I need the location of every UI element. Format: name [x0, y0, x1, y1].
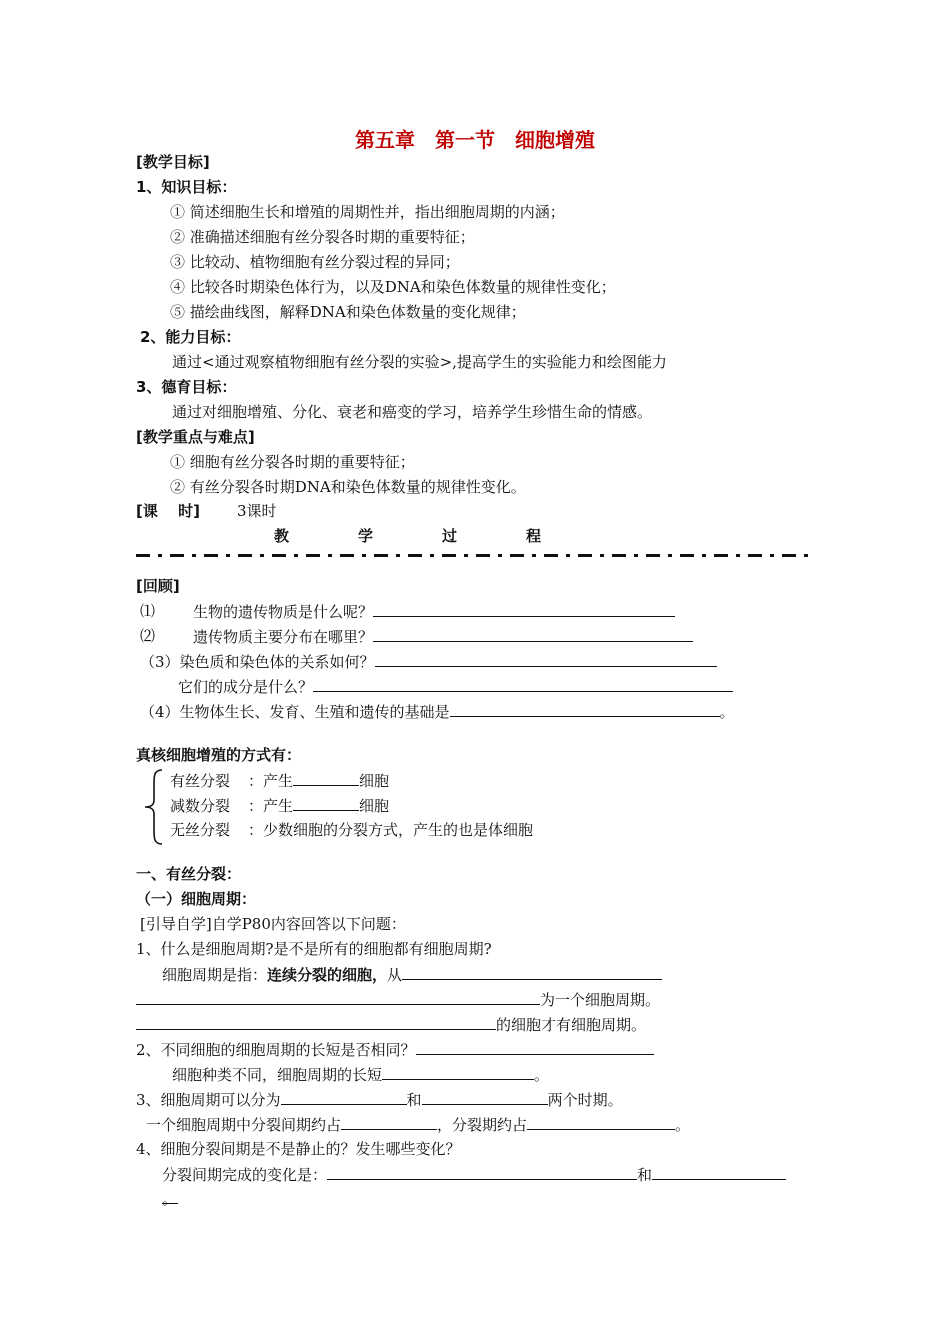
review-q3: （3）染色质和染色体的关系如何？ [140, 651, 717, 672]
mode-item-meiosis: 减数分裂 ：产生 细胞 [170, 797, 390, 815]
section1-heading: 一、有丝分裂： [136, 865, 242, 883]
answer-blank[interactable] [416, 1039, 654, 1055]
review-q4: （4）生物体生长、发育、生殖和遗传的基础是 。 [140, 703, 735, 721]
question-1-answer-line2: 为一个细胞周期。 [136, 989, 660, 1010]
key-point-item: ① 细胞有丝分裂各时期的重要特征； [170, 453, 415, 471]
key-point-item: ② 有丝分裂各时期DNA和染色体数量的规律性变化。 [170, 478, 526, 496]
key-points-heading: [教学重点与难点] [136, 428, 255, 446]
answer-blank[interactable] [527, 1114, 675, 1130]
process-char: 程 [526, 527, 542, 545]
mode-item-amitosis: 无丝分裂 ：少数细胞的分裂方式，产生的也是体细胞 [170, 821, 534, 839]
question-4: 4、细胞分裂间期是不是静止的？发生哪些变化？ [136, 1140, 461, 1158]
class-hours-value: 3课时 [237, 502, 277, 520]
knowledge-item: ③ 比较动、植物细胞有丝分裂过程的异同； [170, 253, 460, 271]
question-2-answer: 细胞种类不同，细胞周期的长短 。 [172, 1066, 550, 1084]
process-char: 学 [358, 527, 374, 545]
answer-blank[interactable] [373, 626, 693, 642]
page-title: 第五章 第一节 细胞增殖 [355, 128, 595, 152]
review-q1-number: ⑴ [140, 602, 156, 620]
answer-blank[interactable] [375, 651, 717, 667]
ability-text: 通过<通过观察植物细胞有丝分裂的实验>,提高学生的实验能力和绘图能力 [172, 353, 667, 371]
question-3: 3、细胞周期可以分为 和 两个时期。 [136, 1091, 623, 1109]
mode-item-mitosis: 有丝分裂 ：产生 细胞 [170, 772, 390, 790]
class-hours-label: [课 时] [136, 502, 200, 520]
answer-blank[interactable] [402, 964, 662, 980]
question-3-detail: 一个细胞周期中分裂间期约占 ，分裂期约占 。 [146, 1116, 691, 1134]
answer-blank[interactable] [136, 1014, 496, 1030]
answer-blank[interactable] [341, 1114, 437, 1130]
review-q2: 遗传物质主要分布在哪里？ [193, 626, 693, 647]
answer-blank[interactable] [313, 676, 733, 692]
guide-text: [引导自学]自学P80内容回答以下问题： [140, 915, 406, 933]
answer-blank[interactable] [382, 1064, 534, 1080]
question-4-answer-end: 。 [162, 1190, 178, 1208]
process-heading [274, 526, 610, 546]
answer-blank[interactable] [293, 770, 359, 786]
answer-blank[interactable] [450, 701, 720, 717]
moral-text: 通过对细胞增殖、分化、衰老和癌变的学习，培养学生珍惜生命的情感。 [172, 403, 653, 421]
question-4-answer: 分裂间期完成的变化是： 和 [162, 1164, 786, 1185]
answer-blank[interactable] [293, 795, 359, 811]
review-heading: [回顾] [136, 577, 180, 595]
question-1: 1、什么是细胞周期?是不是所有的细胞都有细胞周期? [136, 940, 492, 958]
moral-heading: 3、德育目标： [136, 378, 237, 396]
modes-heading: 真核细胞增殖的方式有： [136, 746, 302, 764]
review-q1: 生物的遗传物质是什么呢？ [193, 601, 675, 622]
objectives-heading: [教学目标] [136, 153, 210, 171]
knowledge-item: ④ 比较各时期染色体行为，以及DNA和染色体数量的规律性变化； [170, 278, 616, 296]
review-q2-number: ⑵ [140, 627, 156, 645]
cell-cycle-heading: （一）细胞周期： [136, 890, 257, 908]
answer-blank[interactable] [652, 1164, 786, 1180]
answer-blank[interactable] [422, 1089, 548, 1105]
knowledge-heading: 1、知识目标： [136, 178, 237, 196]
answer-blank[interactable] [162, 1203, 178, 1204]
curly-brace-icon [142, 768, 168, 846]
process-char: 教 [274, 527, 290, 545]
knowledge-item: ⑤ 描绘曲线图，解释DNA和染色体数量的变化规律； [170, 303, 526, 321]
answer-blank[interactable] [281, 1089, 407, 1105]
answer-blank[interactable] [136, 989, 540, 1005]
question-2: 2、不同细胞的细胞周期的长短是否相同？ [136, 1039, 654, 1060]
ability-heading: 2、能力目标： [140, 328, 241, 346]
knowledge-item: ② 准确描述细胞有丝分裂各时期的重要特征； [170, 228, 475, 246]
dash-dot-divider [136, 554, 816, 557]
answer-blank[interactable] [327, 1164, 637, 1180]
process-char: 过 [442, 527, 458, 545]
knowledge-item: ① 简述细胞生长和增殖的周期性并，指出细胞周期的内涵； [170, 203, 565, 221]
review-q3b: 它们的成分是什么？ [178, 676, 733, 697]
question-1-answer: 细胞周期是指：连续分裂的细胞，从 [162, 964, 662, 985]
question-1-answer-line3: 的细胞才有细胞周期。 [136, 1014, 646, 1035]
answer-blank[interactable] [373, 601, 675, 617]
